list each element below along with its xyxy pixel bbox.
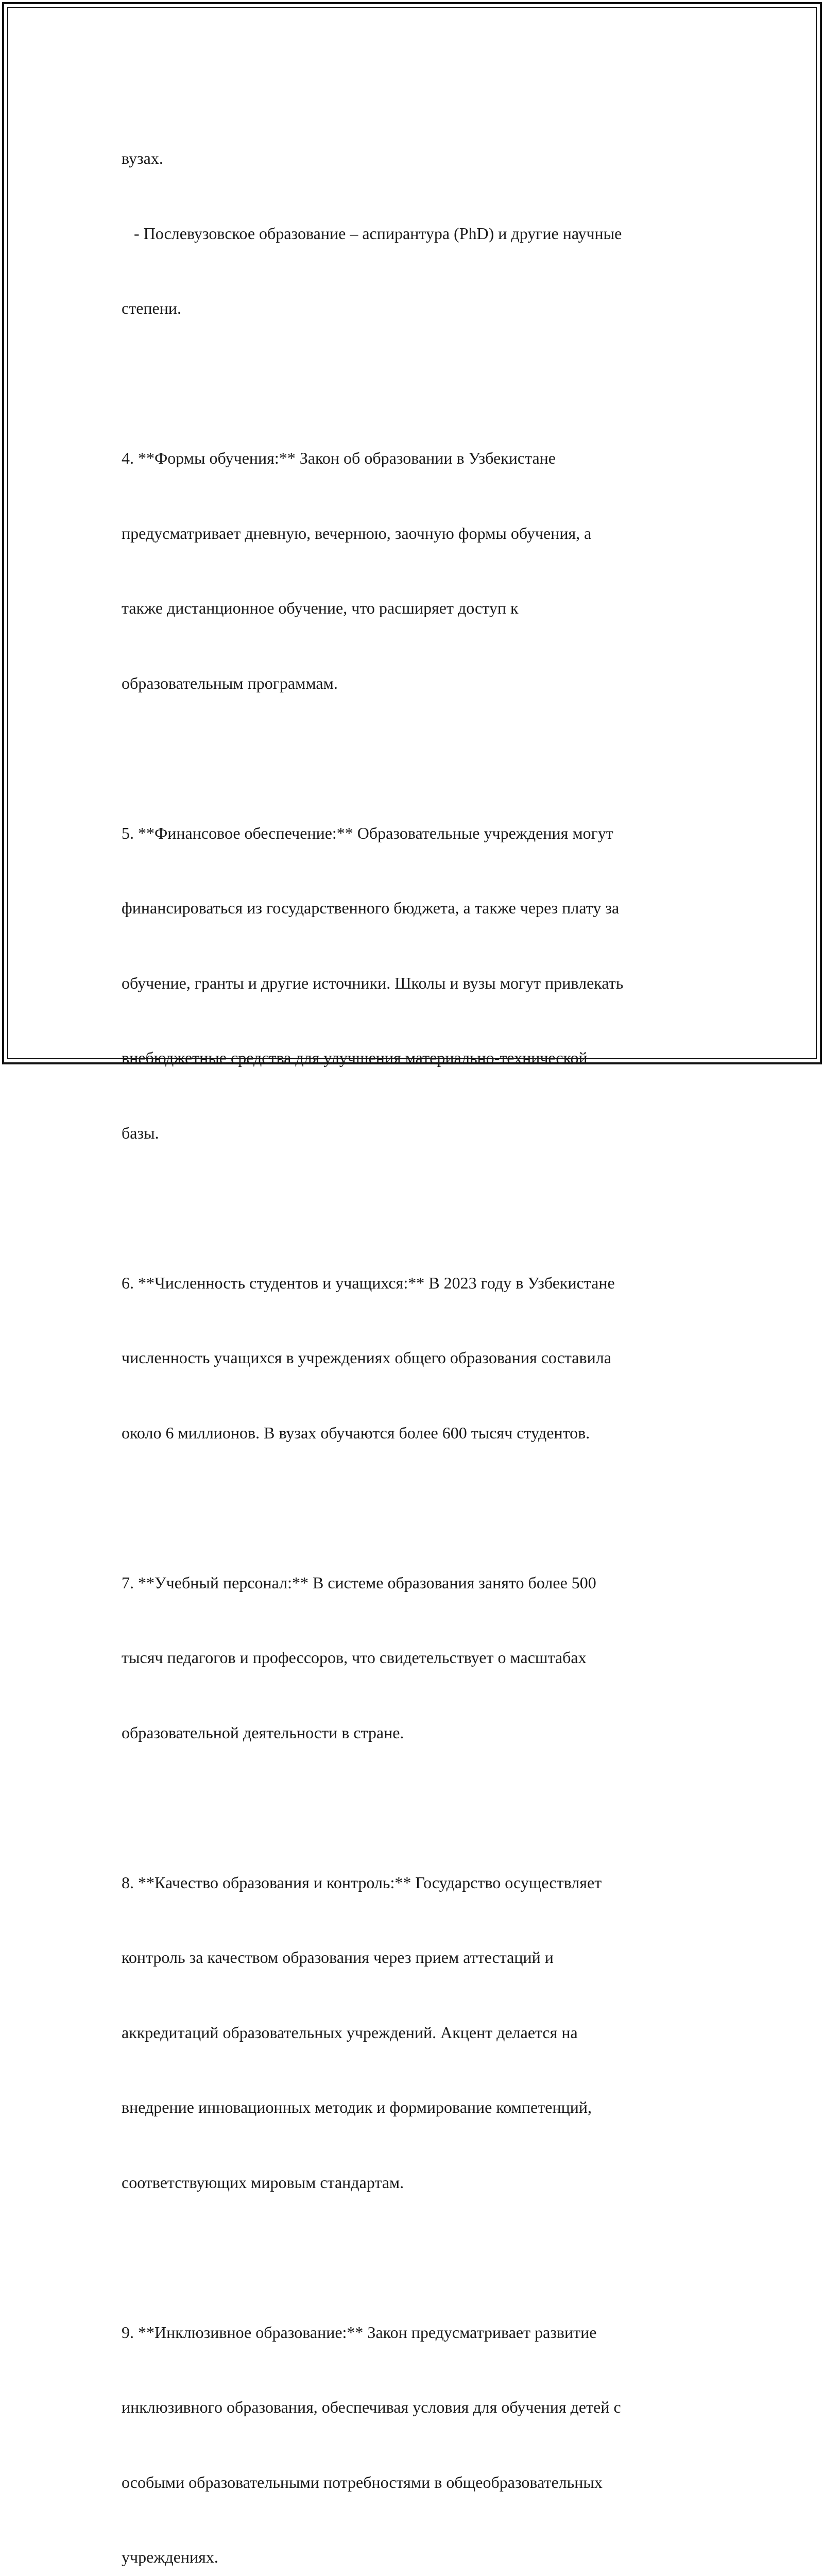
text-line: аккредитаций образовательных учреждений. Акцент делается на [122, 2020, 719, 2045]
paragraph-continuation [122, 96, 719, 371]
text-line: образовательным программам. [122, 671, 719, 696]
text-line: степени. [122, 296, 719, 321]
text-line: 4. **Формы обучения:** Закон об образовании в Узбекистане [122, 446, 719, 471]
text-line: 5. **Финансовое обеспечение:** Образовательные учреждения могут [122, 821, 719, 846]
text-line: 7. **Учебный персонал:** В системе образования занято более 500 [122, 1570, 719, 1596]
text-line: финансироваться из государственного бюджета, а также через плату за [122, 895, 719, 921]
list-item-4 [122, 396, 719, 745]
paragraph-gap [122, 2245, 719, 2270]
text-line: внедрение инновационных методик и формирование компетенций, [122, 2095, 719, 2120]
text-line: 9. **Инклюзивное образование:** Закон предусматривает развитие [122, 2320, 719, 2345]
text-line: особыми образовательными потребностями в общеобразовательных [122, 2470, 719, 2495]
paragraph-gap [122, 1495, 719, 1520]
text-line: образовательной деятельности в стране. [122, 1720, 719, 1745]
list-item-5 [122, 771, 719, 1196]
list-item-9 [122, 2270, 719, 2576]
text-line: также дистанционное обучение, что расширяет доступ к [122, 596, 719, 621]
list-item-8 [122, 1820, 719, 2245]
text-line: контроль за качеством образования через прием аттестаций и [122, 1945, 719, 1970]
text-line: инклюзивного образования, обеспечивая условия для обучения детей с [122, 2395, 719, 2420]
text-line: внебюджетные средства для улучшения материально-технической [122, 1045, 719, 1071]
paragraph-gap [122, 745, 719, 771]
text-line: базы. [122, 1121, 719, 1146]
text-line: 6. **Численность студентов и учащихся:** В 2023 году в Узбекистане [122, 1270, 719, 1296]
text-line: около 6 миллионов. В вузах обучаются более 600 тысяч студентов. [122, 1420, 719, 1446]
text-line: - Послевузовское образование – аспирантура (PhD) и другие научные [122, 221, 719, 246]
text-line: численность учащихся в учреждениях общего образования составила [122, 1345, 719, 1370]
paragraph-gap [122, 371, 719, 396]
text-line: 8. **Качество образования и контроль:** Государство осуществляет [122, 1870, 719, 1895]
paragraph-gap [122, 1795, 719, 1820]
text-line: вузах. [122, 146, 719, 171]
list-item-7 [122, 1520, 719, 1795]
paragraph-gap [122, 1195, 719, 1221]
document-body [122, 96, 719, 2576]
text-line: предусматривает дневную, вечернюю, заочную формы обучения, а [122, 521, 719, 546]
text-line: тысяч педагогов и профессоров, что свидетельствует о масштабах [122, 1645, 719, 1670]
list-item-6 [122, 1221, 719, 1496]
text-line: обучение, гранты и другие источники. Школы и вузы могут привлекать [122, 971, 719, 996]
text-line: соответствующих мировым стандартам. [122, 2170, 719, 2195]
text-line: учреждениях. [122, 2545, 719, 2570]
